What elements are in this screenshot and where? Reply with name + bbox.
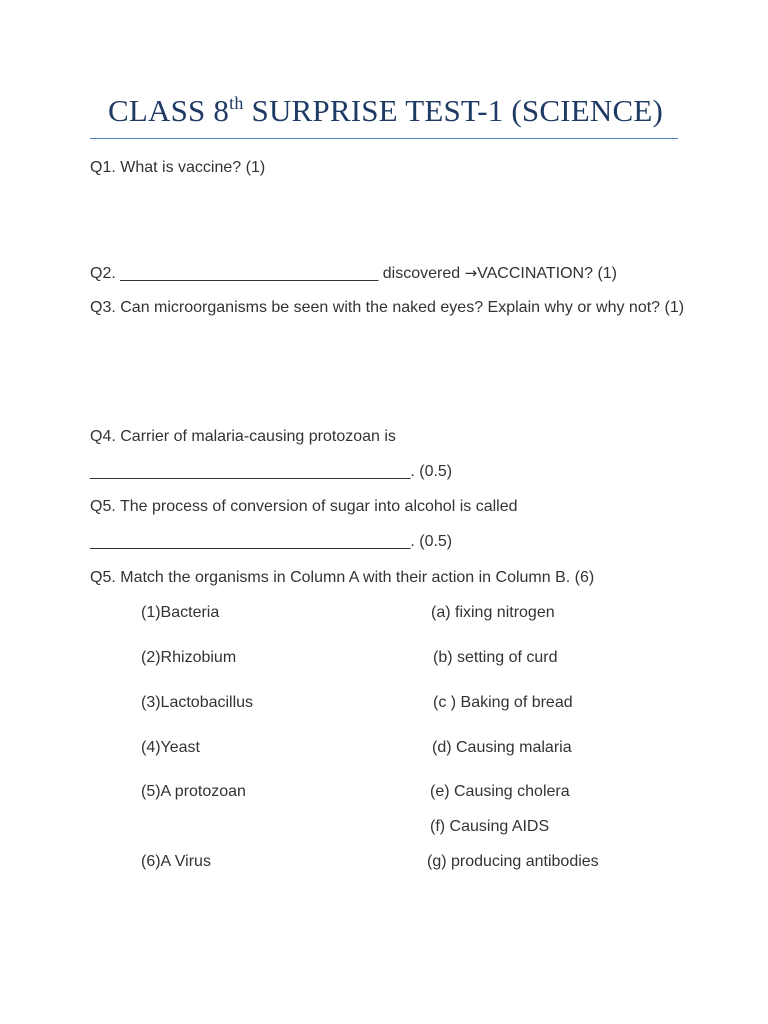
column-b-item: (e) Causing cholera — [430, 783, 570, 800]
question-4-blank: ____________________________________. (0.5) — [90, 463, 453, 480]
column-a-item: (3)Lactobacillus — [141, 694, 254, 711]
column-a-item: (4)Yeast — [141, 739, 200, 756]
column-b-item: (f) Causing AIDS — [430, 818, 550, 835]
question-5-line-1: Q5. The process of conversion of sugar into alcohol is called — [90, 498, 518, 515]
title-underline — [90, 138, 678, 139]
question-6-match: Q5. Match the organisms in Column A with their action in Column B. (6) — [90, 569, 595, 586]
title-rest: SURPRISE TEST-1 (SCIENCE) — [243, 93, 664, 128]
title-prefix: CLASS 8 — [108, 93, 230, 128]
page-title — [108, 93, 663, 129]
question-3: Q3. Can microorganisms be seen with the naked eyes? Explain why or why not? (1) — [90, 299, 685, 316]
column-a-item: (5)A protozoan — [141, 783, 246, 800]
column-b-item: (d) Causing malaria — [432, 739, 572, 756]
column-a-item: (1)Bacteria — [141, 604, 220, 621]
column-a-item: (2)Rhizobium — [141, 649, 237, 666]
arrow-icon: → — [464, 264, 478, 282]
question-1: Q1. What is vaccine? (1) — [90, 159, 266, 176]
title-superscript: th — [229, 93, 244, 113]
question-2 — [90, 261, 617, 286]
column-b-item: (a) fixing nitrogen — [431, 604, 555, 621]
question-5-blank: ____________________________________. (0.5) — [90, 533, 453, 550]
column-b-item: (c ) Baking of bread — [433, 694, 573, 711]
question-4-line-1: Q4. Carrier of malaria-causing protozoan is — [90, 428, 396, 445]
column-b-item: (g) producing antibodies — [427, 853, 599, 870]
question-2-prefix: Q2. _____________________________ discovered — [90, 265, 465, 282]
question-2-suffix: VACCINATION? (1) — [477, 265, 618, 282]
column-b-item: (b) setting of curd — [433, 649, 558, 666]
column-a-item: (6)A Virus — [141, 853, 211, 870]
